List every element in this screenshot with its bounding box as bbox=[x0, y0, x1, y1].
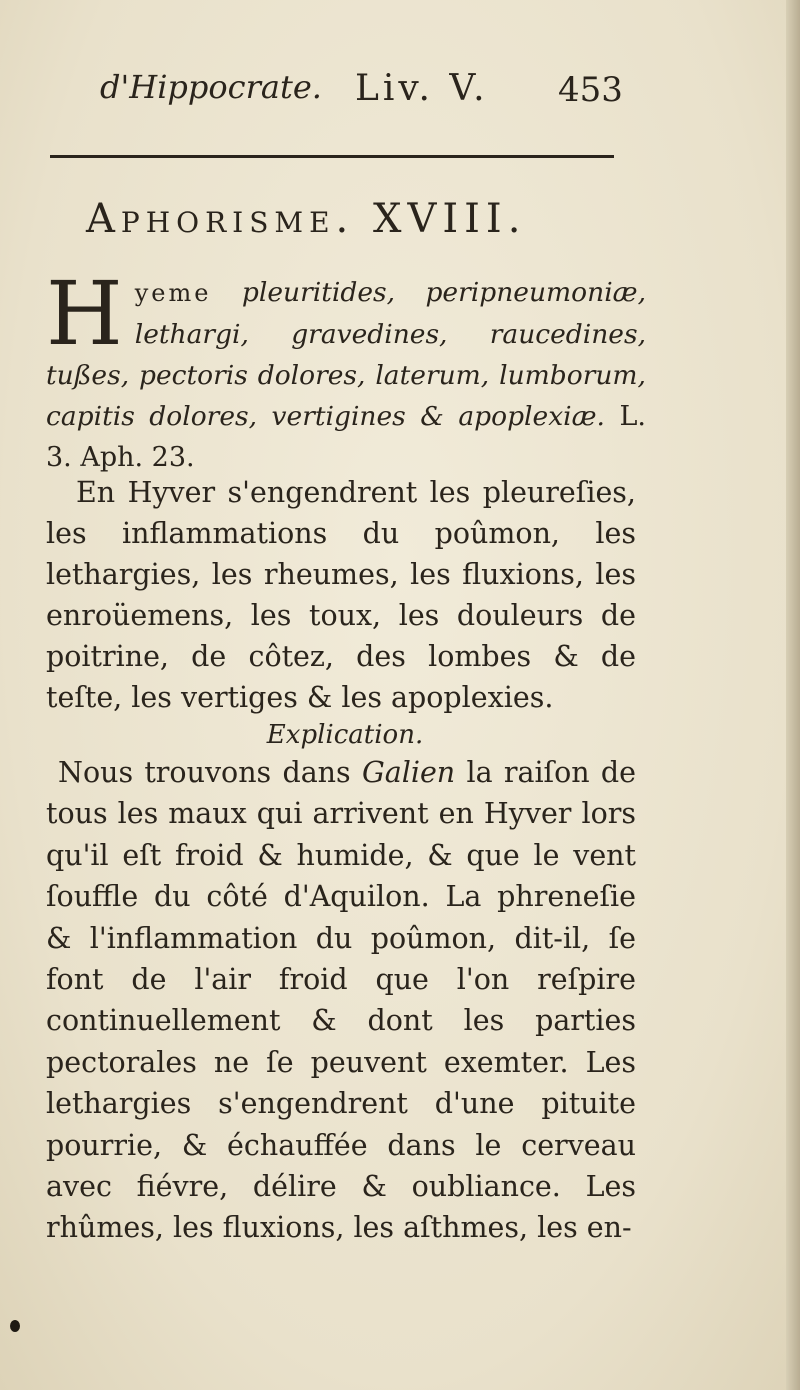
running-header bbox=[100, 68, 640, 128]
latin-text: pleuritides, peripneumoniæ, lethargi, gravedines, raucedines, tußes, pectoris dolores, laterum, lumborum, capitis dolores, vertigines & apoplexiæ. bbox=[46, 277, 646, 432]
cited-author: Galien bbox=[361, 756, 456, 789]
explication-heading: Explication. bbox=[266, 720, 424, 750]
running-title: d'Hippocrate. bbox=[100, 68, 322, 106]
book-number: Liv. V. bbox=[355, 68, 489, 109]
explication-text: la raiſon de tous les maux qui arrivent en Hyver lors qu'il eſt froid & humide, & que le vent ſouffle du côté d'Aquilon. La phreneſie & l'inflammation du poûmon, dit-il, ſe font de l'air froid que l'on reſpire continuellement & dont les parties pectorales ne ſe peuvent exemter. Les lethargies s'engendrent d'une pituite pourrie, & échauffée dans le cerveau avec fiévre, délire & oubliance. Les rhûmes, les fluxions, les aſthmes, les en- bbox=[46, 756, 637, 1245]
latin-aphorism bbox=[46, 262, 646, 478]
explication-body bbox=[46, 752, 636, 1249]
page-number: 453 bbox=[558, 70, 623, 110]
explication-text-start: Nous trouvons dans bbox=[58, 756, 351, 789]
drop-cap: H bbox=[46, 262, 123, 365]
ink-spot bbox=[10, 1320, 20, 1332]
header-rule bbox=[50, 155, 614, 158]
aphorism-title: Aphorisme. XVIII. bbox=[86, 196, 527, 242]
french-translation: En Hyver s'engendrent les pleureſies, les inflammations du poûmon, les lethargies, les rheumes, les fluxions, les enroüemens, les toux, les douleurs de poitrine, de côtez, des lombes & de teſte, les vertiges & les apoplexies. bbox=[46, 476, 636, 714]
aphorism-reference: L. 3. Aph. 23. bbox=[46, 401, 646, 473]
page-edge bbox=[786, 0, 800, 1390]
latin-small-caps: yeme bbox=[134, 279, 212, 307]
